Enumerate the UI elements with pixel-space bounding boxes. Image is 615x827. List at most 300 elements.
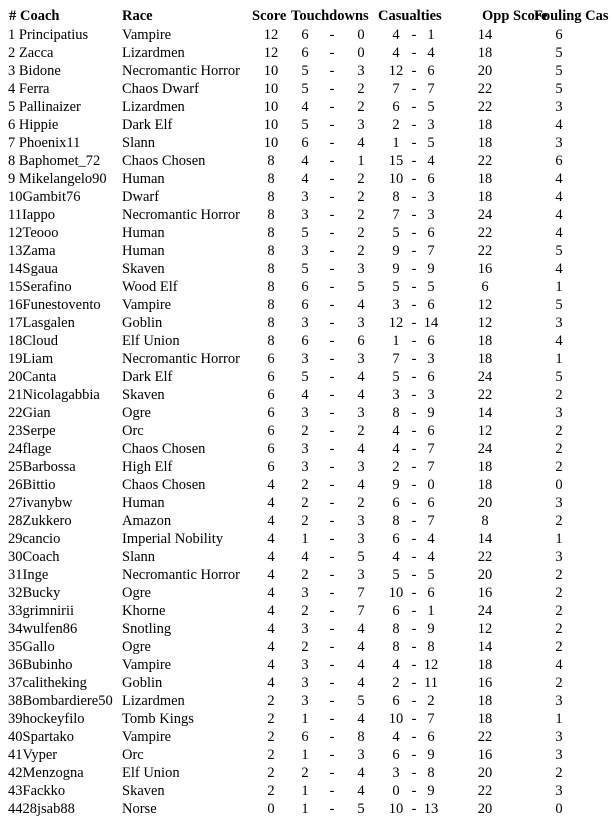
- opp-score-cell: 24: [477, 207, 493, 223]
- coach-cell: [8, 602, 74, 620]
- td-separator: -: [329, 585, 335, 601]
- td-separator: -: [329, 675, 335, 691]
- header-coach: Coach: [20, 8, 60, 24]
- cas-against-cell: 2: [427, 693, 435, 709]
- race-cell: Necromantic Horror: [122, 351, 240, 367]
- td-against-cell: 4: [357, 657, 365, 673]
- td-against-cell: 4: [357, 711, 365, 727]
- cas-for-cell: 0: [392, 783, 400, 799]
- coach-cell: [8, 512, 72, 530]
- coach-cell: [8, 566, 48, 584]
- position-number: 10: [8, 189, 23, 205]
- score-cell: 2: [267, 729, 275, 745]
- coach-name: grimnirii: [22, 603, 75, 619]
- position-number: 43: [8, 783, 23, 799]
- opp-score-cell: 18: [477, 351, 493, 367]
- td-separator: -: [329, 81, 335, 97]
- fouling-cell: 2: [555, 765, 563, 781]
- cas-separator: -: [411, 45, 417, 61]
- td-for-cell: 2: [301, 423, 309, 439]
- score-cell: 4: [267, 621, 275, 637]
- race-cell: Orc: [122, 747, 144, 763]
- fouling-cell: 1: [555, 279, 563, 295]
- score-cell: 8: [267, 333, 275, 349]
- coach-name: 28jsab88: [22, 801, 75, 817]
- coach-name: Nicolagabbia: [22, 387, 100, 403]
- td-against-cell: 4: [357, 441, 365, 457]
- position-number: 39: [8, 711, 23, 727]
- fouling-cell: 5: [555, 243, 563, 259]
- cas-for-cell: 2: [392, 675, 400, 691]
- coach-name: Ferra: [18, 81, 50, 97]
- cas-separator: -: [411, 495, 417, 511]
- opp-score-cell: 20: [477, 801, 493, 817]
- cas-against-cell: 6: [427, 171, 435, 187]
- race-cell: Lizardmen: [122, 99, 185, 115]
- cas-for-cell: 8: [392, 621, 400, 637]
- cas-separator: -: [411, 423, 417, 439]
- position-number: 29: [8, 531, 23, 547]
- td-for-cell: 3: [301, 621, 309, 637]
- cas-for-cell: 6: [392, 99, 400, 115]
- coach-cell: [8, 188, 81, 206]
- td-for-cell: 3: [301, 315, 309, 331]
- race-cell: Goblin: [122, 675, 163, 691]
- opp-score-cell: 22: [477, 729, 493, 745]
- position-number: 11: [8, 207, 22, 223]
- cas-for-cell: 4: [392, 27, 400, 43]
- opp-score-cell: 12: [477, 315, 493, 331]
- td-against-cell: 4: [357, 765, 365, 781]
- coach-cell: [8, 674, 87, 692]
- td-against-cell: 4: [357, 135, 365, 151]
- td-against-cell: 4: [357, 621, 365, 637]
- td-for-cell: 3: [301, 189, 309, 205]
- coach-cell: [8, 350, 53, 368]
- coach-name: Lasgalen: [22, 315, 75, 331]
- position-number: 6: [8, 117, 16, 133]
- td-for-cell: 2: [301, 495, 309, 511]
- fouling-cell: 5: [555, 45, 563, 61]
- cas-for-cell: 3: [392, 297, 400, 313]
- coach-name: Zukkero: [22, 513, 72, 529]
- race-cell: Tomb Kings: [122, 711, 194, 727]
- td-for-cell: 2: [301, 513, 309, 529]
- td-separator: -: [329, 261, 335, 277]
- td-for-cell: 3: [301, 243, 309, 259]
- td-against-cell: 3: [357, 531, 365, 547]
- header-touchdowns: Touchdowns: [291, 8, 369, 24]
- coach-name: Spartako: [22, 729, 75, 745]
- cas-against-cell: 6: [427, 585, 435, 601]
- cas-for-cell: 10: [388, 585, 404, 601]
- opp-score-cell: 16: [477, 747, 493, 763]
- coach-name: ivanybw: [22, 495, 73, 511]
- fouling-cell: 2: [555, 567, 563, 583]
- td-against-cell: 2: [357, 207, 365, 223]
- td-against-cell: 4: [357, 387, 365, 403]
- td-for-cell: 2: [301, 477, 309, 493]
- td-for-cell: 5: [301, 117, 309, 133]
- coach-cell: [8, 746, 57, 764]
- cas-for-cell: 1: [392, 333, 400, 349]
- race-cell: High Elf: [122, 459, 173, 475]
- score-cell: 4: [267, 495, 275, 511]
- race-cell: Human: [122, 495, 165, 511]
- cas-for-cell: 6: [392, 747, 400, 763]
- cas-for-cell: 10: [388, 711, 404, 727]
- race-cell: Ogre: [122, 639, 151, 655]
- position-number: 30: [8, 549, 23, 565]
- td-separator: -: [329, 531, 335, 547]
- position-number: 32: [8, 585, 23, 601]
- td-against-cell: 3: [357, 261, 365, 277]
- td-separator: -: [329, 153, 335, 169]
- td-against-cell: 4: [357, 639, 365, 655]
- cas-for-cell: 2: [392, 459, 400, 475]
- coach-name: Zacca: [18, 45, 54, 61]
- coach-cell: [8, 206, 55, 224]
- cas-separator: -: [411, 657, 417, 673]
- score-cell: 8: [267, 153, 275, 169]
- cas-against-cell: 8: [427, 639, 435, 655]
- race-cell: Slann: [122, 549, 156, 565]
- coach-name: Barbossa: [22, 459, 76, 475]
- cas-separator: -: [411, 783, 417, 799]
- coach-cell: [8, 62, 61, 80]
- race-cell: Vampire: [122, 729, 172, 745]
- cas-against-cell: 5: [427, 99, 435, 115]
- cas-against-cell: 9: [427, 747, 435, 763]
- fouling-cell: 2: [555, 603, 563, 619]
- score-cell: 8: [267, 171, 275, 187]
- td-separator: -: [329, 63, 335, 79]
- cas-separator: -: [411, 369, 417, 385]
- td-separator: -: [329, 549, 335, 565]
- td-separator: -: [329, 189, 335, 205]
- cas-separator: -: [411, 639, 417, 655]
- td-against-cell: 5: [357, 279, 365, 295]
- coach-name: hockeyfilo: [22, 711, 85, 727]
- race-cell: Skaven: [122, 387, 165, 403]
- td-for-cell: 6: [301, 135, 309, 151]
- td-for-cell: 1: [301, 531, 309, 547]
- cas-separator: -: [411, 225, 417, 241]
- fouling-cell: 5: [555, 63, 563, 79]
- opp-score-cell: 16: [477, 675, 493, 691]
- coach-name: calitheking: [22, 675, 87, 691]
- score-cell: 2: [267, 693, 275, 709]
- cas-against-cell: 7: [427, 441, 435, 457]
- position-number: 4: [8, 81, 16, 97]
- cas-separator: -: [411, 297, 417, 313]
- race-cell: Human: [122, 171, 165, 187]
- cas-for-cell: 12: [388, 63, 404, 79]
- coach-name: Bucky: [22, 585, 61, 601]
- td-for-cell: 3: [301, 675, 309, 691]
- position-number: 26: [8, 477, 23, 493]
- race-cell: Human: [122, 225, 165, 241]
- race-cell: Khorne: [122, 603, 166, 619]
- score-cell: 6: [267, 351, 275, 367]
- opp-score-cell: 24: [477, 441, 493, 457]
- td-separator: -: [329, 27, 335, 43]
- opp-score-cell: 14: [477, 405, 493, 421]
- coach-cell: [8, 98, 81, 116]
- cas-separator: -: [411, 531, 417, 547]
- coach-cell: [8, 314, 75, 332]
- td-separator: -: [329, 495, 335, 511]
- td-for-cell: 5: [301, 261, 309, 277]
- score-cell: 4: [267, 657, 275, 673]
- opp-score-cell: 18: [477, 189, 493, 205]
- coach-name: Phoenix11: [18, 135, 81, 151]
- race-cell: Vampire: [122, 297, 172, 313]
- opp-score-cell: 18: [477, 333, 493, 349]
- race-cell: Skaven: [122, 261, 165, 277]
- cas-against-cell: 3: [427, 387, 435, 403]
- cas-against-cell: 4: [427, 549, 435, 565]
- cas-against-cell: 13: [423, 801, 439, 817]
- cas-for-cell: 5: [392, 369, 400, 385]
- cas-for-cell: 10: [388, 171, 404, 187]
- fouling-cell: 0: [555, 801, 563, 817]
- cas-against-cell: 6: [427, 297, 435, 313]
- opp-score-cell: 20: [477, 765, 493, 781]
- cas-for-cell: 7: [392, 351, 400, 367]
- opp-score-cell: 22: [477, 783, 493, 799]
- cas-separator: -: [411, 387, 417, 403]
- cas-against-cell: 7: [427, 513, 435, 529]
- score-cell: 10: [263, 99, 279, 115]
- opp-score-cell: 24: [477, 369, 493, 385]
- position-number: 12: [8, 225, 23, 241]
- td-for-cell: 3: [301, 351, 309, 367]
- coach-name: Gian: [22, 405, 51, 421]
- cas-for-cell: 9: [392, 477, 400, 493]
- position-number: 34: [8, 621, 23, 637]
- score-cell: 2: [267, 747, 275, 763]
- header-race: Race: [122, 8, 153, 24]
- fouling-cell: 2: [555, 621, 563, 637]
- cas-separator: -: [411, 621, 417, 637]
- cas-against-cell: 4: [427, 153, 435, 169]
- td-separator: -: [329, 279, 335, 295]
- coach-cell: [8, 386, 100, 404]
- fouling-cell: 3: [555, 135, 563, 151]
- coach-cell: [8, 710, 85, 728]
- fouling-cell: 4: [555, 225, 563, 241]
- cas-against-cell: 12: [423, 657, 439, 673]
- race-cell: Dark Elf: [122, 369, 173, 385]
- fouling-cell: 4: [555, 117, 563, 133]
- td-for-cell: 3: [301, 585, 309, 601]
- td-for-cell: 3: [301, 441, 309, 457]
- position-number: 8: [8, 153, 16, 169]
- cas-against-cell: 1: [427, 27, 435, 43]
- opp-score-cell: 12: [477, 423, 493, 439]
- position-number: 1: [8, 27, 16, 43]
- race-cell: Necromantic Horror: [122, 63, 240, 79]
- td-separator: -: [329, 297, 335, 313]
- race-cell: Ogre: [122, 585, 151, 601]
- header-cas: Cas: [585, 8, 609, 24]
- position-number: 17: [8, 315, 23, 331]
- coach-name: Zama: [22, 243, 56, 259]
- race-cell: Necromantic Horror: [122, 567, 240, 583]
- race-cell: Elf Union: [122, 333, 180, 349]
- cas-for-cell: 5: [392, 567, 400, 583]
- coach-name: Bidone: [18, 63, 61, 79]
- td-separator: -: [329, 243, 335, 259]
- cas-against-cell: 14: [423, 315, 439, 331]
- cas-for-cell: 6: [392, 693, 400, 709]
- cas-for-cell: 10: [388, 801, 404, 817]
- score-cell: 6: [267, 441, 275, 457]
- cas-against-cell: 11: [424, 675, 438, 691]
- fouling-cell: 3: [555, 729, 563, 745]
- cas-for-cell: 6: [392, 603, 400, 619]
- header-num: #: [9, 8, 17, 24]
- cas-for-cell: 8: [392, 639, 400, 655]
- score-cell: 8: [267, 207, 275, 223]
- header-fouling-cas: [534, 6, 609, 26]
- coach-cell: [8, 692, 113, 710]
- position-number: 15: [8, 279, 23, 295]
- coach-cell: [8, 296, 101, 314]
- fouling-cell: 2: [555, 639, 563, 655]
- td-for-cell: 5: [301, 81, 309, 97]
- cas-for-cell: 4: [392, 441, 400, 457]
- score-cell: 2: [267, 765, 275, 781]
- position-number: 35: [8, 639, 23, 655]
- coach-cell: [8, 404, 51, 422]
- race-cell: Slann: [122, 135, 156, 151]
- fouling-cell: 3: [555, 99, 563, 115]
- score-cell: 8: [267, 243, 275, 259]
- coach-cell: [8, 170, 107, 188]
- td-separator: -: [329, 99, 335, 115]
- coach-cell: [8, 494, 72, 512]
- cas-separator: -: [411, 513, 417, 529]
- fouling-cell: 6: [555, 153, 563, 169]
- td-against-cell: 3: [357, 459, 365, 475]
- cas-against-cell: 0: [427, 477, 435, 493]
- score-cell: 4: [267, 513, 275, 529]
- td-against-cell: 2: [357, 171, 365, 187]
- td-separator: -: [329, 693, 335, 709]
- fouling-cell: 3: [555, 693, 563, 709]
- cas-against-cell: 9: [427, 405, 435, 421]
- fouling-cell: 2: [555, 387, 563, 403]
- coach-name: Bittio: [22, 477, 56, 493]
- coach-name: Vyper: [22, 747, 58, 763]
- td-against-cell: 3: [357, 513, 365, 529]
- header-casualties: Casualties: [378, 8, 442, 24]
- cas-against-cell: 4: [427, 45, 435, 61]
- fouling-cell: 5: [555, 297, 563, 313]
- position-number: 42: [8, 765, 23, 781]
- td-for-cell: 6: [301, 297, 309, 313]
- fouling-cell: 5: [555, 369, 563, 385]
- score-cell: 4: [267, 675, 275, 691]
- td-separator: -: [329, 405, 335, 421]
- coach-name: Serafino: [22, 279, 72, 295]
- cas-against-cell: 3: [427, 207, 435, 223]
- coach-cell: [8, 44, 53, 62]
- coach-name: Menzogna: [22, 765, 84, 781]
- fouling-cell: 3: [555, 747, 563, 763]
- td-separator: -: [329, 441, 335, 457]
- score-cell: 0: [267, 801, 275, 817]
- cas-against-cell: 9: [427, 621, 435, 637]
- position-number: 38: [8, 693, 23, 709]
- cas-separator: -: [411, 405, 417, 421]
- opp-score-cell: 14: [477, 639, 493, 655]
- td-separator: -: [329, 423, 335, 439]
- td-for-cell: 4: [301, 171, 309, 187]
- td-against-cell: 7: [357, 603, 365, 619]
- fouling-cell: 4: [555, 261, 563, 277]
- coach-cell: [8, 116, 58, 134]
- coach-cell: [8, 26, 88, 44]
- position-number: 7: [8, 135, 16, 151]
- cas-separator: -: [411, 63, 417, 79]
- fouling-cell: 3: [555, 405, 563, 421]
- cas-against-cell: 7: [427, 243, 435, 259]
- race-cell: Wood Elf: [122, 279, 178, 295]
- td-for-cell: 6: [301, 729, 309, 745]
- position-number: 22: [8, 405, 23, 421]
- opp-score-cell: 22: [477, 99, 493, 115]
- race-cell: Human: [122, 243, 165, 259]
- td-against-cell: 3: [357, 315, 365, 331]
- td-for-cell: 6: [301, 279, 309, 295]
- opp-score-cell: 18: [477, 459, 493, 475]
- coach-cell: [8, 656, 72, 674]
- coach-name: Funestovento: [22, 297, 101, 313]
- td-against-cell: 4: [357, 783, 365, 799]
- fouling-cell: 2: [555, 459, 563, 475]
- position-number: 27: [8, 495, 23, 511]
- fouling-cell: 3: [555, 549, 563, 565]
- cas-separator: -: [411, 747, 417, 763]
- race-cell: Dark Elf: [122, 117, 173, 133]
- score-cell: 4: [267, 603, 275, 619]
- score-cell: 6: [267, 423, 275, 439]
- cas-for-cell: 4: [392, 657, 400, 673]
- opp-score-cell: 22: [477, 549, 493, 565]
- position-number: 40: [8, 729, 23, 745]
- cas-for-cell: 3: [392, 765, 400, 781]
- td-for-cell: 2: [301, 765, 309, 781]
- cas-against-cell: 5: [427, 135, 435, 151]
- cas-separator: -: [411, 315, 417, 331]
- cas-for-cell: 6: [392, 531, 400, 547]
- td-separator: -: [329, 765, 335, 781]
- td-for-cell: 3: [301, 207, 309, 223]
- td-separator: -: [329, 801, 335, 817]
- score-cell: 6: [267, 369, 275, 385]
- coach-cell: [8, 764, 84, 782]
- fouling-cell: 2: [555, 423, 563, 439]
- td-separator: -: [329, 513, 335, 529]
- td-against-cell: 3: [357, 351, 365, 367]
- cas-for-cell: 12: [388, 315, 404, 331]
- cas-separator: -: [411, 567, 417, 583]
- td-against-cell: 5: [357, 801, 365, 817]
- race-cell: Imperial Nobility: [122, 531, 224, 547]
